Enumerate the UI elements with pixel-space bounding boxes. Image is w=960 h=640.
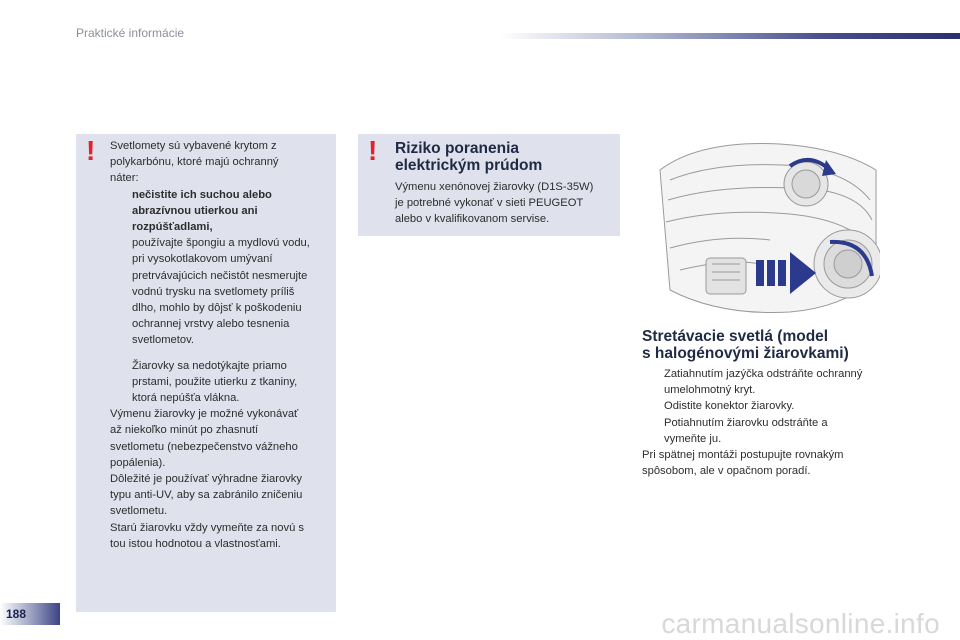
warning-icon: ! (86, 135, 96, 166)
same-value-paragraph: Starú žiarovku vždy vymeňte za novú s tou istou hodnotou a vlastnosťami. (110, 521, 305, 550)
list-item: používajte špongiu a mydlovú vodu, (132, 237, 310, 250)
list-item: Potiahnutím žiarovku odstráňte a vymeňte ju. (664, 416, 828, 445)
watermark-text: carmanualsonline.info (661, 608, 940, 639)
low-beam-heading: Stretávacie svetlá (model s halogénovými žiarovkami) (642, 328, 849, 362)
headlamp-illustration (640, 130, 880, 320)
bulb-replacement-paragraph: Výmenu žiarovky je možné vykonávať až niekoľko minút po zhasnutí svetlometu (nebezpečenstvo vážneho popálenia). (110, 408, 299, 469)
low-beam-instructions (642, 366, 902, 479)
header-rule (500, 33, 960, 39)
care-instructions-panel (76, 134, 336, 612)
warning-icon: ! (368, 135, 378, 166)
anti-uv-paragraph: Dôležité je používať výhradne žiarovky typu anti-UV, aby sa zabránilo zničeniu svetlometu. (110, 473, 303, 518)
list-item: pri vysokotlakovom umývaní pretrvávajúcich nečistôt nesmerujte vodnú trysku na svetlomety príliš dlho, mohlo by dôjsť k poškodeniu ochrannej vrstvy alebo tesnenia svetlometov. (132, 253, 308, 347)
list-item: Zatiahnutím jazýčka odstráňte ochranný umelohmotný kryt. (664, 368, 863, 397)
list-item: nečistite ich suchou alebo abrazívnou utierkou ani rozpúšťadlami, (132, 188, 272, 234)
reassembly-paragraph: Pri spätnej montáži postupujte rovnakým spôsobom, ale v opačnom poradí. (642, 449, 844, 478)
intro-text: Svetlomety sú vybavené krytom z polykarbónu, ktoré majú ochranný náter: (110, 140, 279, 185)
care-instructions-text (110, 138, 334, 552)
electric-shock-title: Riziko poranenia elektrickým prúdom (395, 140, 543, 174)
electric-shock-body: Výmenu xenónovej žiarovky (D1S-35W) je potrebné vykonať v sieti PEUGEOT alebo v kvalifikovanom servise. (395, 181, 594, 226)
page-header-title: Praktické informácie (76, 26, 185, 40)
electric-shock-warning-panel (358, 134, 620, 236)
list-item: Odistite konektor žiarovky. (664, 400, 795, 413)
page-number: 188 (0, 603, 60, 625)
list-item: Žiarovky sa nedotýkajte priamo prstami, použite utierku z tkaniny, ktorá nepúšťa vlákna. (132, 359, 298, 405)
